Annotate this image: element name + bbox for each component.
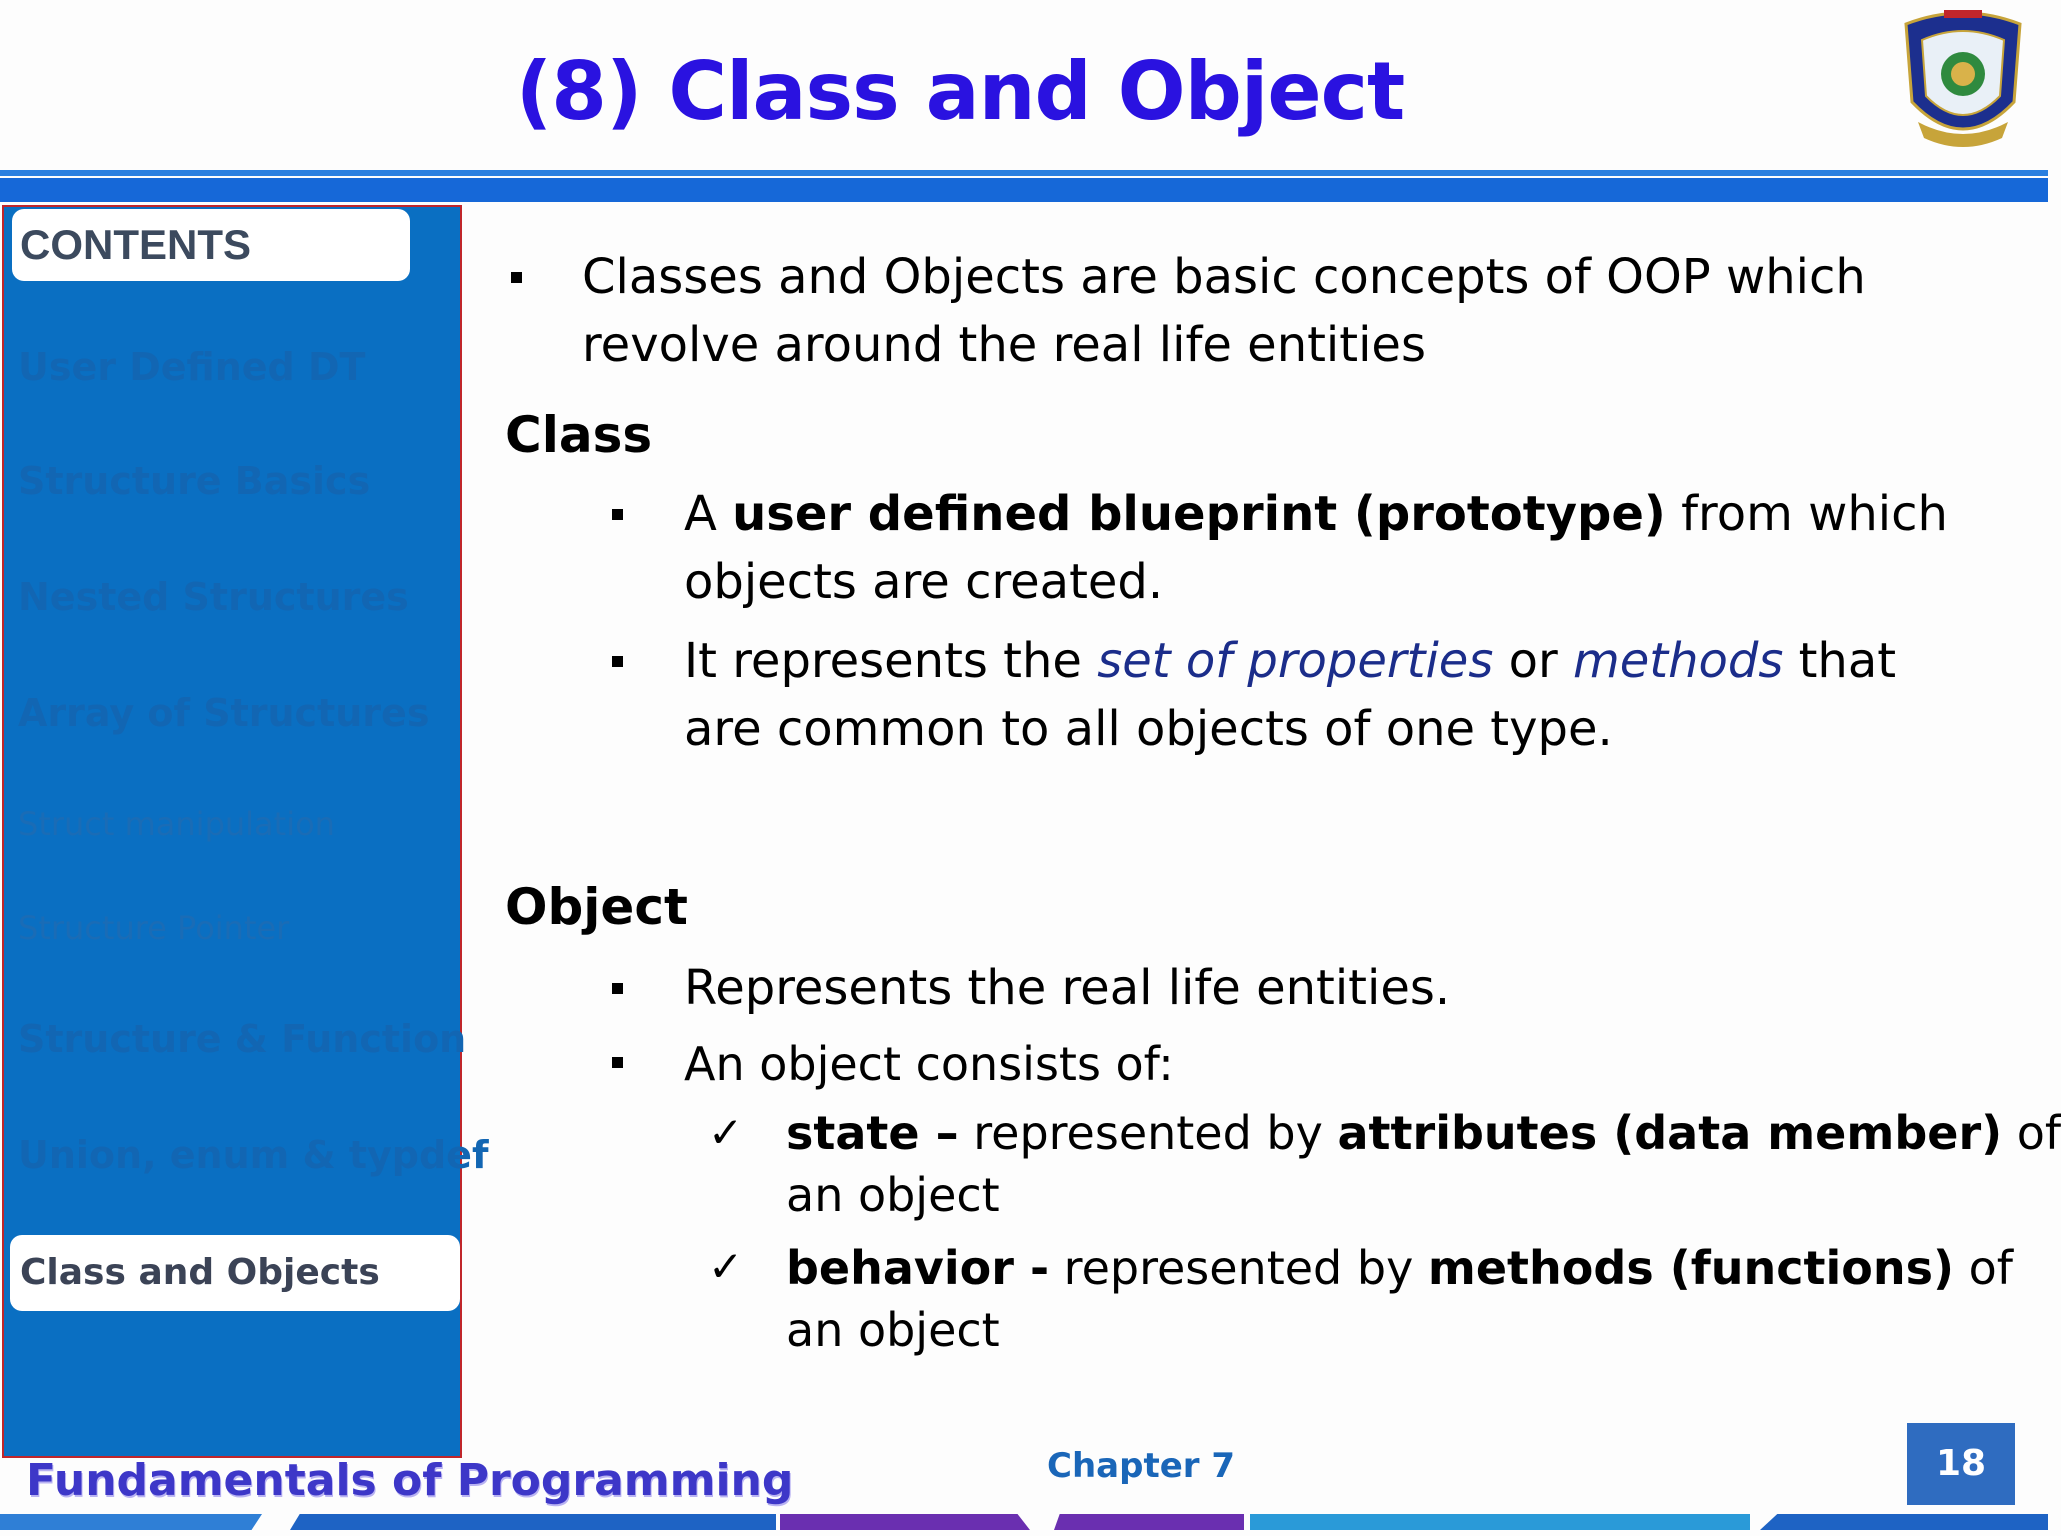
square-bullet-icon	[612, 656, 623, 667]
toc-item-structure-basics[interactable]: Structure Basics	[18, 459, 371, 503]
state-line-1: state – represented by attributes (data member) of	[786, 1106, 2061, 1160]
toc-item-class-and-objects-active[interactable]: Class and Objects	[10, 1235, 460, 1311]
footer-bar-segment	[1760, 1514, 2048, 1530]
footer-bar-segment	[1054, 1514, 1244, 1530]
contents-sidebar	[2, 205, 489, 1458]
square-bullet-icon	[612, 1057, 623, 1068]
square-bullet-icon	[511, 272, 522, 283]
footer-bar-segment	[780, 1514, 1030, 1530]
intro-line-2: revolve around the real life entities	[582, 317, 1426, 373]
intro-line-1: Classes and Objects are basic concepts of OOP which	[582, 249, 1866, 305]
class-heading: Class	[505, 406, 653, 464]
toc-item-nested-structures[interactable]: Nested Structures	[18, 575, 409, 619]
contents-heading: CONTENTS	[12, 209, 410, 281]
square-bullet-icon	[612, 983, 623, 994]
object-bullet-1: Represents the real life entities.	[684, 960, 1451, 1016]
toc-item-structure-pointer[interactable]: Structure Pointer	[18, 909, 290, 947]
slide-title: (8) Class and Object	[515, 45, 1405, 138]
toc-item-structure-function[interactable]: Structure & Function	[18, 1017, 467, 1061]
checkmark-icon: ✓	[708, 1242, 744, 1291]
class-bullet-1-line-2: objects are created.	[684, 554, 1164, 610]
footer-bar-segment	[290, 1514, 776, 1530]
toc-item-array-of-structures[interactable]: Array of Structures	[18, 691, 430, 735]
class-bullet-2-line-2: are common to all objects of one type.	[684, 701, 1613, 757]
toc-item-union-enum-typedef[interactable]: Union, enum & typdef	[18, 1133, 489, 1177]
toc-item-user-defined-dt[interactable]: User Defined DT	[18, 345, 366, 389]
footer-course-title: Fundamentals of Programming	[26, 1455, 794, 1506]
square-bullet-icon	[612, 509, 623, 520]
class-bullet-2-line-1: It represents the set of properties or methods that	[684, 633, 1897, 689]
footer-bar-segment	[0, 1514, 262, 1530]
university-crest-logo	[1898, 6, 2028, 156]
object-bullet-2: An object consists of:	[684, 1037, 1174, 1091]
footer-chapter-label: Chapter 7	[1047, 1446, 1236, 1486]
object-heading: Object	[505, 878, 688, 936]
state-line-2: an object	[786, 1168, 1000, 1222]
behavior-line-2: an object	[786, 1303, 1000, 1357]
class-bullet-1-line-1: A user defined blueprint (prototype) from which	[684, 486, 1948, 542]
header-divider-thin	[0, 170, 2048, 176]
behavior-line-1: behavior - represented by methods (functions) of	[786, 1241, 2013, 1295]
checkmark-icon: ✓	[708, 1108, 744, 1157]
toc-item-struct-manipulation[interactable]: Struct manipulation	[18, 805, 335, 843]
header-divider	[0, 178, 2048, 202]
page-number-badge: 18	[1907, 1423, 2015, 1505]
footer-bar-segment	[1250, 1514, 1750, 1530]
